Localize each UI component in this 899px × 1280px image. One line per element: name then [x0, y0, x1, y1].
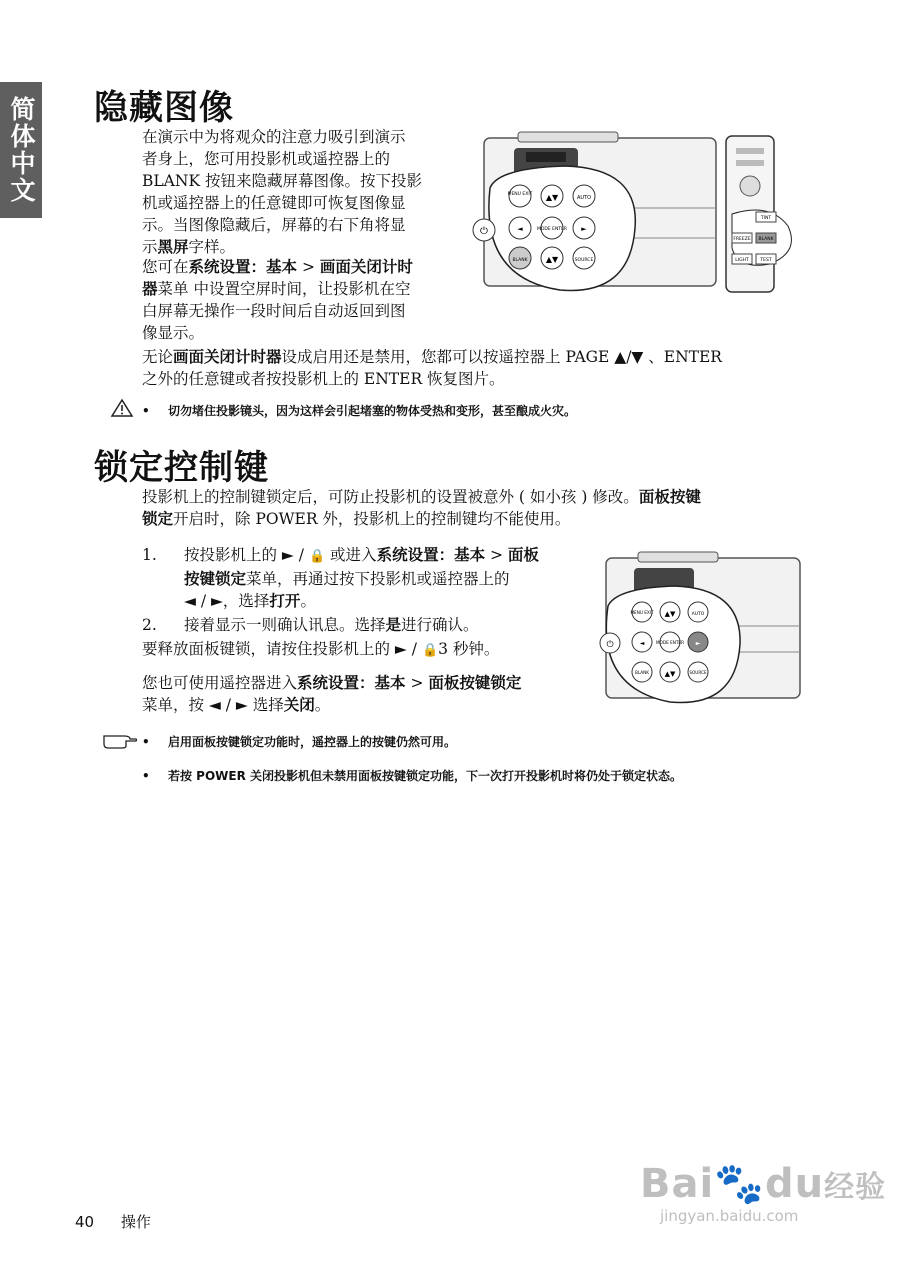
- on-option: 打开: [269, 591, 301, 610]
- lock-keys-intro: [142, 486, 822, 530]
- key-lock-term: 按键锁定: [184, 569, 247, 588]
- baidu-watermark: [640, 1160, 886, 1225]
- yes-option: 是: [385, 615, 402, 634]
- off-option: 关闭: [283, 695, 315, 714]
- menu-exit-key: MENU EXIT: [507, 192, 533, 197]
- svg-text:▲▼: ▲▼: [545, 193, 559, 202]
- menu-path-term: 系统设置：基本: [376, 545, 486, 564]
- note-1: • 启用面板按键锁定功能时，遥控器上的按键仍然可用。: [142, 735, 457, 749]
- remote-blank-key: BLANK: [758, 237, 774, 242]
- step-number: 1.: [142, 546, 157, 564]
- text-span: 字样。: [188, 238, 236, 256]
- lock-icon: 🔒: [308, 549, 326, 564]
- text-span: 3 秒钟。: [438, 640, 500, 658]
- blank-timer-paragraph: [142, 256, 472, 344]
- text-line: 机或遥控器上的任意键即可恢复图像显: [142, 194, 406, 212]
- text-span: 无论: [142, 348, 174, 366]
- text-line: BLANK 按钮来隐藏屏幕图像。按下投影: [142, 172, 422, 190]
- text-span: 接着显示一则确认讯息。选择: [184, 616, 386, 634]
- text-line: 白屏幕无操作一段时间后自动返回到图: [142, 302, 406, 320]
- svg-text:◄: ◄: [639, 640, 645, 647]
- chapter-label: 操作: [120, 1213, 151, 1231]
- source-key: SOURCE: [574, 258, 594, 263]
- restore-image-paragraph: [142, 346, 822, 390]
- lock-steps: [142, 544, 592, 716]
- text-span: 按投影机上的 ► /: [184, 546, 309, 564]
- text-span: 投影机上的控制键锁定后，可防止投影机的设置被意外 ( 如小孩 ) 修改。: [142, 488, 639, 506]
- auto-key: AUTO: [576, 195, 592, 201]
- warning-icon: [110, 398, 134, 418]
- note-text: 启用面板按键锁定功能时，遥控器上的按键仍然可用。: [168, 735, 457, 749]
- watermark-brand-3: 经验: [824, 1170, 887, 1205]
- svg-text:▲▼: ▲▼: [545, 255, 559, 264]
- page-number: 40: [75, 1213, 95, 1231]
- blank-timer-term: 画面关闭计时: [319, 257, 413, 276]
- text-line: 者身上，您可用投影机或遥控器上的: [142, 150, 391, 168]
- watermark-brand-2: du: [765, 1161, 825, 1207]
- text-span: 设成启用还是禁用，您都可以按遥控器上 PAGE ▲/▼ 、ENTER: [281, 348, 722, 366]
- panel-key-lock-term-cont: 锁定: [142, 509, 174, 528]
- text-span: 您也可使用遥控器进入: [142, 674, 298, 692]
- svg-text:▲▼: ▲▼: [664, 670, 676, 678]
- text-span: 菜单，按 ◄ / ► 选择: [142, 696, 284, 714]
- text-line: 像显示。: [142, 324, 205, 342]
- panel-term: 面板: [507, 545, 539, 564]
- projector-lock-figure: [590, 548, 805, 708]
- source-key: SOURCE: [689, 670, 707, 675]
- release-lock-text: [142, 638, 592, 662]
- note-2: • 若按 POWER 关闭投影机但未禁用面板按键锁定功能，下一次打开投影机时将仍处于锁定状态。: [142, 769, 683, 783]
- svg-text:⏻: ⏻: [480, 226, 488, 237]
- note-text: 若按 POWER 关闭投影机但未禁用面板按键锁定功能，下一次打开投影机时将仍处于锁定状态。: [168, 769, 683, 783]
- paw-icon: 🐾: [714, 1161, 766, 1207]
- test-key: TEST: [760, 258, 772, 263]
- pointing-hand-icon: [102, 730, 138, 750]
- remote-unlock-text: [142, 672, 592, 716]
- warning-text: 切勿堵住投影镜头，因为这样会引起堵塞的物体受热和变形，甚至酿成火灾。: [168, 404, 577, 418]
- menu-path-term: 系统设置：基本: [297, 673, 406, 692]
- text-span: 进行确认。: [401, 616, 479, 634]
- text-span: >: [405, 674, 429, 692]
- step-2: [142, 614, 592, 636]
- page-footer: [75, 1211, 151, 1232]
- auto-key: AUTO: [691, 612, 705, 617]
- watermark-brand: Bai: [640, 1161, 715, 1207]
- light-key: LIGHT: [735, 258, 749, 263]
- text-line: 示。当图像隐藏后，屏幕的右下角将显: [142, 216, 406, 234]
- text-span: ◄ / ►，选择: [184, 592, 270, 610]
- hide-image-paragraph: [142, 126, 472, 258]
- section-title-lock-keys: 锁定控制键: [94, 448, 269, 488]
- tint-key: TINT: [760, 216, 772, 221]
- watermark-url: jingyan.baidu.com: [660, 1207, 799, 1225]
- svg-text:►: ►: [695, 640, 701, 647]
- svg-text:▲▼: ▲▼: [664, 610, 676, 618]
- panel-key-lock-term: 面板按键: [638, 487, 701, 506]
- text-span: 。: [314, 696, 331, 714]
- lock-icon: 🔒: [421, 643, 439, 658]
- text-span: 菜单 中设置空屏时间，让投影机在空: [157, 280, 411, 298]
- svg-text:◄: ◄: [517, 225, 523, 233]
- text-span: 示: [142, 238, 158, 256]
- section-title-hide-image: 隐藏图像: [94, 88, 234, 128]
- panel-key-lock-term: 面板按键锁定: [428, 673, 522, 692]
- blank-screen-term: 黑屏: [157, 237, 189, 256]
- text-span: 您可在: [142, 258, 189, 276]
- text-span: >: [485, 546, 508, 564]
- text-span: >: [297, 258, 320, 276]
- language-tab-label: 简体中文: [7, 96, 36, 204]
- menu-exit-key: MENU EXIT: [630, 610, 654, 615]
- blank-key: BLANK: [512, 258, 528, 263]
- text-span: 或进入: [325, 546, 377, 564]
- mode-enter-key: MODE ENTER: [536, 227, 568, 232]
- text-span: 要释放面板键锁，请按住投影机上的 ► /: [142, 640, 422, 658]
- language-side-tab: [0, 82, 42, 218]
- step-1: [142, 544, 592, 612]
- text-line: 在演示中为将观众的注意力吸引到演示: [142, 128, 406, 146]
- warning-note: • 切勿堵住投影镜头，因为这样会引起堵塞的物体受热和变形，甚至酿成火灾。: [142, 404, 577, 418]
- text-line: 之外的任意键或者按投影机上的 ENTER 恢复图片。: [142, 370, 505, 388]
- mode-enter-key: MODE ENTER: [655, 640, 685, 645]
- projector-blank-figure: [470, 128, 800, 298]
- step-number: 2.: [142, 616, 157, 634]
- menu-path-term: 系统设置：基本: [188, 257, 298, 276]
- blank-key: BLANK: [634, 670, 650, 675]
- freeze-key: FREEZE: [733, 237, 751, 242]
- text-span: 开启时，除 POWER 外，投影机上的控制键均不能使用。: [173, 510, 571, 528]
- blank-timer-term-cont: 器: [142, 279, 158, 298]
- text-span: 。: [300, 592, 316, 610]
- text-span: 菜单，再通过按下投影机或遥控器上的: [246, 570, 510, 588]
- blank-timer-term: 画面关闭计时器: [173, 347, 282, 366]
- svg-text:►: ►: [581, 225, 587, 233]
- svg-text:⏻: ⏻: [606, 640, 614, 650]
